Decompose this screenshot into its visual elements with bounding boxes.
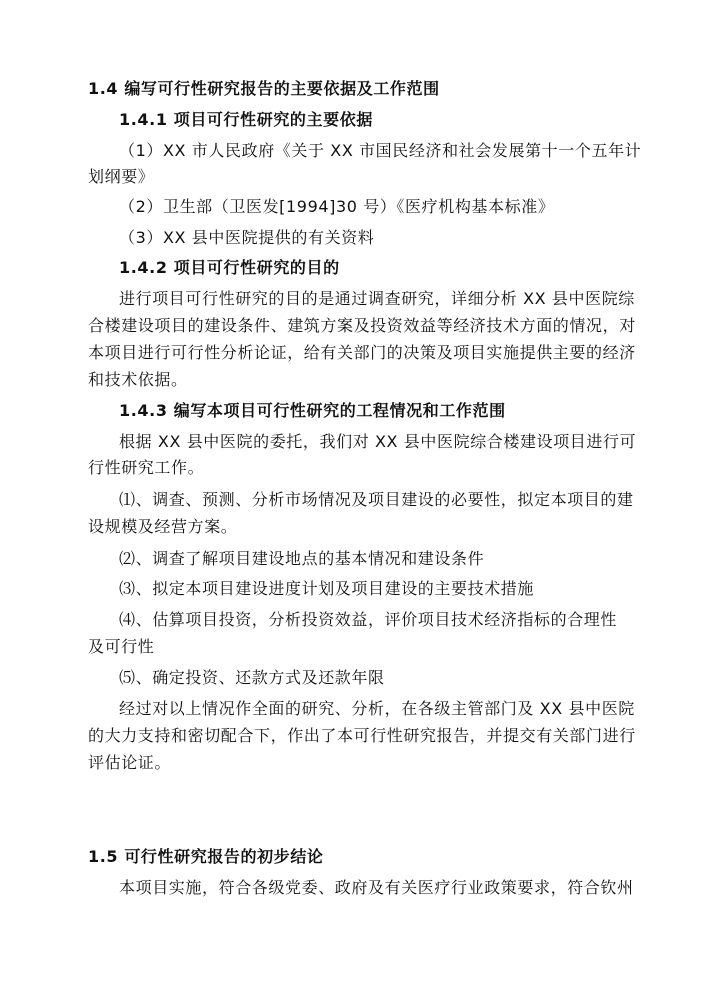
- purpose-line-2: 合楼建设项目的建设条件、建筑方案及投资效益等经济技术方面的情况，对: [88, 316, 636, 335]
- closing-line-1: 经过对以上情况作全面的研究、分析，在各级主管部门及 XX 县中医院: [119, 699, 635, 718]
- scope-item-5: ⑸、确定投资、还款方式及还款年限: [119, 668, 385, 687]
- scope-intro-line-2: 行性研究工作。: [88, 458, 205, 477]
- closing-line-3: 评估论证。: [88, 753, 172, 772]
- purpose-line-1: 进行项目可行性研究的目的是通过调查研究，详细分析 XX 县中医院综: [119, 289, 635, 308]
- scope-item-4-line-1: ⑷、估算项目投资，分析投资效益，评价项目技术经济指标的合理性: [119, 610, 618, 629]
- heading-1-5: 1.5 可行性研究报告的初步结论: [88, 847, 324, 866]
- basis-item-1-line-2: 划纲要》: [88, 167, 155, 186]
- scope-item-2: ⑵、调查了解项目建设地点的基本情况和建设条件: [119, 549, 485, 568]
- basis-item-2: （2）卫生部（卫医发[1994]30 号）《医疗机构基本标准》: [119, 197, 555, 216]
- scope-item-4-line-2: 及可行性: [88, 637, 155, 656]
- closing-line-2: 的大力支持和密切配合下，作出了本可行性研究报告，并提交有关部门进行: [88, 726, 636, 745]
- heading-1-4-2: 1.4.2 项目可行性研究的目的: [119, 258, 340, 277]
- scope-item-1-line-2: 设规模及经营方案。: [88, 517, 238, 536]
- scope-intro-line-1: 根据 XX 县中医院的委托，我们对 XX 县中医院综合楼建设项目进行可: [119, 432, 637, 451]
- conclusion-line-1: 本项目实施，符合各级党委、政府及有关医疗行业政策要求，符合钦州: [119, 878, 634, 897]
- purpose-line-4: 和技术依据。: [88, 370, 188, 389]
- purpose-line-3: 本项目进行可行性分析论证，给有关部门的决策及项目实施提供主要的经济: [88, 343, 636, 362]
- scope-item-1-line-1: ⑴、调查、预测、分析市场情况及项目建设的必要性，拟定本项目的建: [119, 490, 634, 509]
- basis-item-3: （3）XX 县中医院提供的有关资料: [119, 228, 375, 247]
- basis-item-1-line-1: （1）XX 市人民政府《关于 XX 市国民经济和社会发展第十一个五年计: [119, 141, 642, 160]
- heading-1-4-1: 1.4.1 项目可行性研究的主要依据: [119, 110, 373, 129]
- scope-item-3: ⑶、拟定本项目建设进度计划及项目建设的主要技术措施: [119, 579, 535, 598]
- heading-1-4-3: 1.4.3 编写本项目可行性研究的工程情况和工作范围: [119, 401, 506, 420]
- heading-1-4: 1.4 编写可行性研究报告的主要依据及工作范围: [88, 79, 440, 98]
